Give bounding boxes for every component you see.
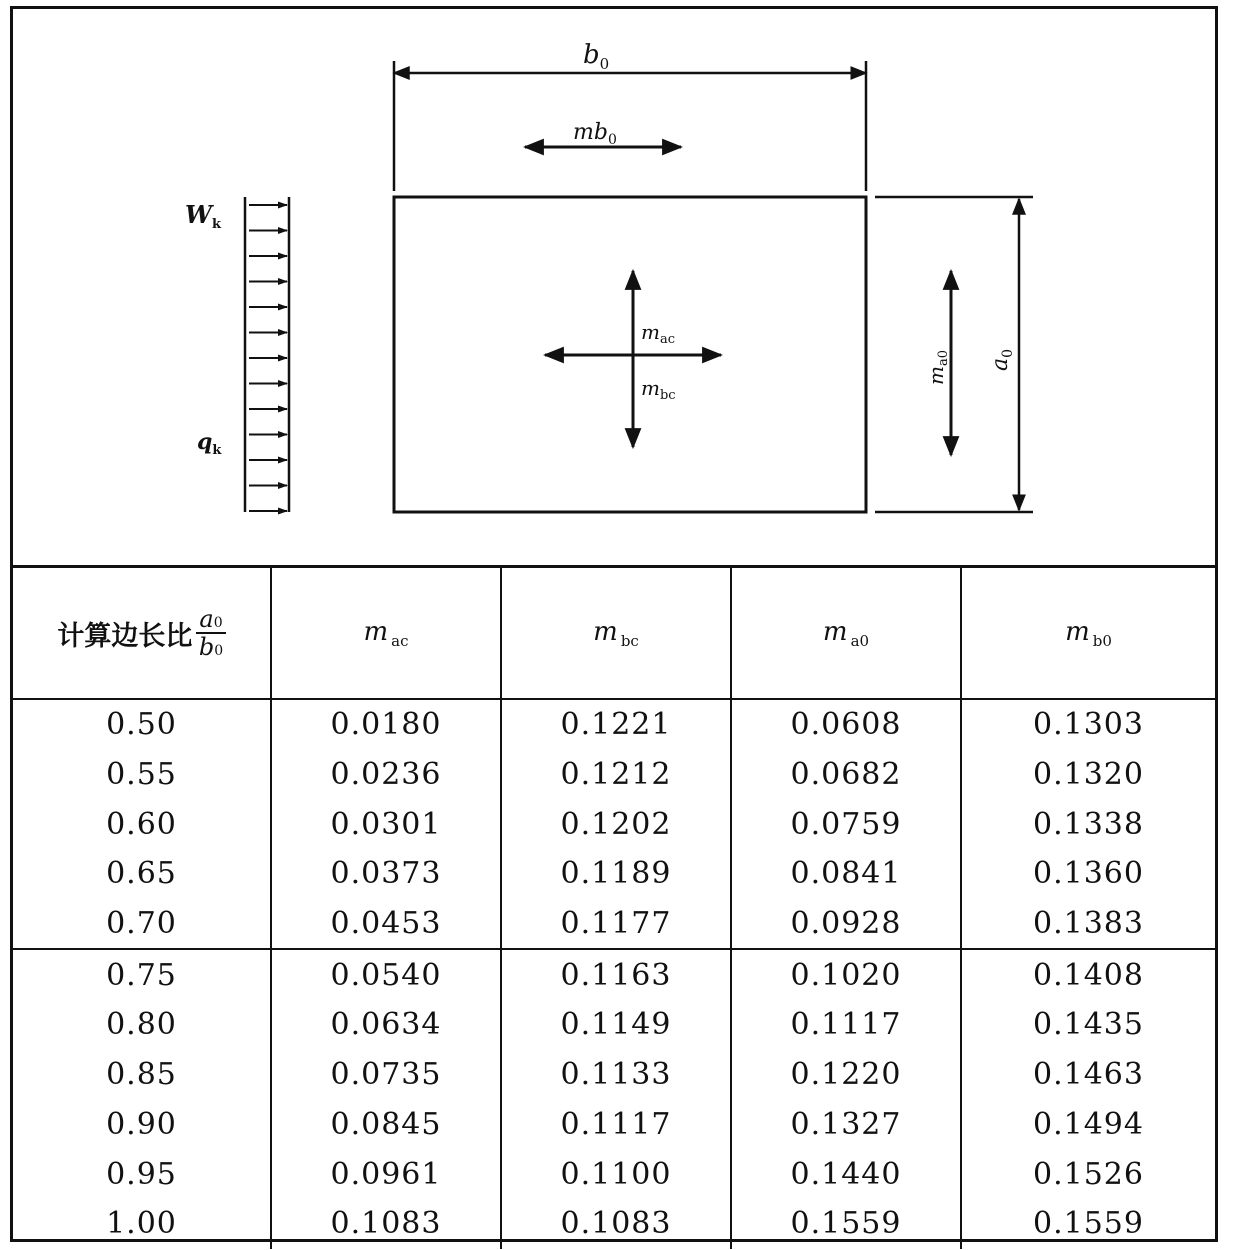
cell-mac: 0.0180	[271, 699, 501, 750]
cell-mbc: 0.1221	[501, 699, 731, 750]
mb0-label: $mb_0$	[573, 120, 617, 148]
cell-mac: 0.0961	[271, 1149, 501, 1199]
cell-ratio: 0.70	[13, 899, 271, 950]
cell-ratio: 1.00	[13, 1199, 271, 1249]
cell-ma0: 0.1559	[731, 1199, 961, 1249]
cell-mbc: 0.1133	[501, 1050, 731, 1100]
cell-ratio: 0.95	[13, 1149, 271, 1199]
cell-mbc: 0.1202	[501, 799, 731, 849]
cell-ratio: 0.80	[13, 1000, 271, 1050]
cell-ratio: 0.50	[13, 699, 271, 750]
cell-mb0: 0.1303	[961, 699, 1215, 750]
cell-mac: 0.0735	[271, 1050, 501, 1100]
header-mac: m $_{ac}$	[271, 567, 501, 700]
table-row	[13, 1149, 1215, 1199]
a0-dimension	[875, 197, 1033, 512]
cell-ratio: 0.60	[13, 799, 271, 849]
cell-mac: 0.1083	[271, 1199, 501, 1249]
cell-ma0: 0.1117	[731, 1000, 961, 1050]
header-ma0: m $_{a0}$	[731, 567, 961, 700]
cell-mb0: 0.1526	[961, 1149, 1215, 1199]
plate-diagram	[13, 9, 1215, 565]
cell-mb0: 0.1338	[961, 799, 1215, 849]
cell-mb0: 0.1320	[961, 750, 1215, 800]
cell-mac: 0.0301	[271, 799, 501, 849]
table-row	[13, 849, 1215, 899]
qk-label: $q_k$	[197, 429, 222, 458]
wind-load-strip	[185, 197, 289, 512]
table-row	[13, 1100, 1215, 1150]
cell-mb0: 0.1408	[961, 949, 1215, 1000]
cell-ma0: 0.0841	[731, 849, 961, 899]
cell-mbc: 0.1117	[501, 1100, 731, 1150]
table-row	[13, 1000, 1215, 1050]
table-header-row	[13, 567, 1215, 700]
cell-mbc: 0.1189	[501, 849, 731, 899]
table-row	[13, 699, 1215, 750]
table-row	[13, 1050, 1215, 1100]
center-moment-cross	[545, 271, 721, 447]
cell-ratio: 0.85	[13, 1050, 271, 1100]
cell-mb0: 0.1435	[961, 1000, 1215, 1050]
header-mb0: m $_{b0}$	[961, 567, 1215, 700]
table-row	[13, 799, 1215, 849]
b0-label: $b_0$	[583, 40, 610, 73]
cell-ratio: 0.75	[13, 949, 271, 1000]
ma0-label: $m_{a0}$	[924, 350, 951, 385]
mb0-indicator	[525, 120, 681, 148]
cell-ma0: 0.0759	[731, 799, 961, 849]
cell-mbc: 0.1149	[501, 1000, 731, 1050]
cell-mbc: 0.1083	[501, 1199, 731, 1249]
cell-mac: 0.0453	[271, 899, 501, 950]
cell-mb0: 0.1494	[961, 1100, 1215, 1150]
table-row	[13, 750, 1215, 800]
cell-ma0: 0.1220	[731, 1050, 961, 1100]
cell-mb0: 0.1360	[961, 849, 1215, 899]
ratio-fraction: $\frac{a0}{b0}$	[196, 606, 225, 661]
cell-mb0: 0.1383	[961, 899, 1215, 950]
header-ratio-label: 计算边长比	[57, 620, 193, 652]
cell-ma0: 0.1440	[731, 1149, 961, 1199]
cell-ma0: 0.0682	[731, 750, 961, 800]
cell-mb0: 0.1463	[961, 1050, 1215, 1100]
cell-mac: 0.0634	[271, 1000, 501, 1050]
cell-ma0: 0.1327	[731, 1100, 961, 1150]
table-row	[13, 1199, 1215, 1249]
cell-mbc: 0.1163	[501, 949, 731, 1000]
cell-mbc: 0.1177	[501, 899, 731, 950]
cell-mbc: 0.1212	[501, 750, 731, 800]
cell-mb0: 0.1559	[961, 1199, 1215, 1249]
b0-dimension	[394, 40, 866, 191]
cell-ma0: 0.0928	[731, 899, 961, 950]
wk-label: $W_k$	[185, 200, 221, 232]
cell-ratio: 0.55	[13, 750, 271, 800]
mac-label: $m_{ac}$	[641, 320, 675, 347]
table-row	[13, 899, 1215, 950]
coefficient-table	[13, 565, 1215, 1249]
ma0-indicator	[924, 271, 951, 455]
coefficient-sheet	[10, 6, 1218, 1242]
cell-ma0: 0.1020	[731, 949, 961, 1000]
cell-mac: 0.0373	[271, 849, 501, 899]
header-ratio	[13, 567, 271, 700]
cell-mac: 0.0236	[271, 750, 501, 800]
cell-mbc: 0.1100	[501, 1149, 731, 1199]
cell-ratio: 0.65	[13, 849, 271, 899]
cell-mac: 0.0540	[271, 949, 501, 1000]
header-mbc: m $_{bc}$	[501, 567, 731, 700]
a0-label: $a_0$	[988, 348, 1016, 371]
cell-ma0: 0.0608	[731, 699, 961, 750]
mbc-label: $m_{bc}$	[641, 376, 676, 403]
table-row	[13, 949, 1215, 1000]
cell-ratio: 0.90	[13, 1100, 271, 1150]
cell-mac: 0.0845	[271, 1100, 501, 1150]
